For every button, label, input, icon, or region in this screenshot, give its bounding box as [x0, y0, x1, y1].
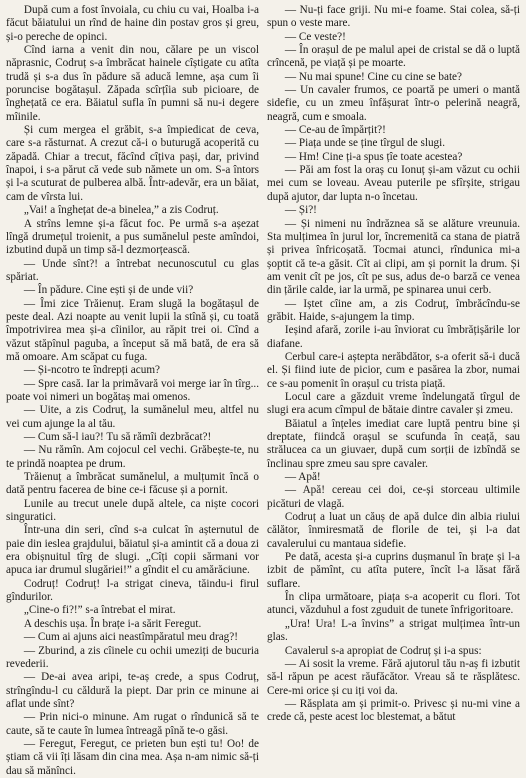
paragraph: — Păi am fost la oraș cu Ionuț și-am văzut cu ochii mei cum se loveau. Aveau puterile pe sfîrșite, strigau după ajutor, dar lupta n-o încetau.: [267, 164, 520, 203]
paragraph: În clipa următoare, piața s-a acoperit cu flori. Tot atunci, văzduhul a fost zguduit de tunete înfrigoritoare.: [267, 591, 520, 617]
paragraph: — Îmi zice Trăienuț. Eram slugă la bogătașul de peste deal. Azi noapte au venit lupii la stînă și, cu toată împotrivirea mea și-a cîinilor, au răpit trei oi. Cînd a văzut stăpînul paguba, a început să mă bată, de era să mă omoare. Am scăpat cu fuga.: [6, 297, 259, 363]
paragraph: Trăienuț a îmbrăcat sumănelul, a mulțumit încă o dată pentru facerea de bine ce-i făcuse și a pornit.: [6, 471, 259, 497]
paragraph: — Unde sînt?! a întrebat necunoscutul cu glas spăriat.: [6, 257, 259, 283]
paragraph: — Un cavaler frumos, ce poartă pe umeri o mantă sidefie, cu un zmeu înfășurat într-o pelerină neagră, neagră, cum e smoala.: [267, 84, 520, 123]
paragraph: — Uite, a zis Codruț, la sumănelul meu, altfel nu vei cum ajunge la al tău.: [6, 404, 259, 430]
paragraph: A deschis ușa. În brațe i-a sărit Feregut.: [23, 617, 202, 630]
paragraph: — Și nimeni nu îndrăznea să se alăture vreunuia. Sta mulțimea în jurul lor, încremenită ca stana de piatră și privea înfricoșată. Tocmai atunci, rîndunica mi-a șoptit că te-a găsit. Cît ai clipi, am și pornit la drum. Și am venit cît pe jos, cît pe sus, adus de-o barză ce venea din țările calde, iar la urmă, pe spinarea unui cerb.: [267, 217, 520, 297]
paragraph: Codruț! Codruț! l-a strigat cineva, tăindu-i firul gîndurilor.: [6, 577, 259, 604]
paragraph: — Și-ncotro te îndrepți acum?: [23, 364, 160, 377]
paragraph: — Apă!: [284, 471, 321, 484]
paragraph: — Răsplata am și primit-o. Privesc și nu-mi vine a crede că, peste acest loc blestemat, a bătut: [267, 697, 520, 724]
paragraph: Codruț a luat un căuș de apă dulce din albia riului călător, înmiresmată de florile de tei, și l-a dat cavalerului cu mantaua sidefie.: [267, 511, 520, 550]
paragraph: — Iștet cîine am, a zis Codruț, îmbrăcîndu-se grăbit. Haide, s-ajungem la timp.: [267, 297, 520, 323]
paragraph: „Ura! Ura! L-a învins” a strigat mulțimea într-un glas.: [267, 617, 520, 644]
paragraph: Băiatul a înțeles imediat care luptă pentru bine și dreptate, fiindcă orașul se scufunda în ceață, sau strălucea ca un giuvaer, după cum sorții de izbîndă se înclinau spre zmeu sau spre cavaler.: [267, 417, 520, 470]
paragraph: Cînd iarna a venit din nou, călare pe un viscol năprasnic, Codruț s-a îmbrăcat hainele cîștigate cu atîta trudă și s-a dus în pădure să aducă lemne, așa cum îi poruncise bogătașul. Zăpada scîrțîia sub picioare, de înghețată ce era. Băiatul sufla în pumni să nu-i degere mîinile.: [6, 44, 259, 123]
paragraph: — Cum ai ajuns aici neastîmpăratul meu drag?!: [23, 631, 238, 644]
paragraph: — Și?!: [284, 204, 317, 217]
paragraph: — De-ai avea aripi, te-aș crede, a spus Codruț, strîngîndu-l cu căldură la piept. Dar prin ce minune ai aflat unde sînt?: [6, 671, 259, 710]
text-column-left: [6, 4, 259, 777]
paragraph: — Ce-au de împărțit?!: [284, 124, 386, 137]
paragraph: — Apă! cereau cei doi, ce-și storceau ultimile picături de vlagă.: [267, 484, 520, 510]
paragraph: — Ai sosit la vreme. Fără ajutorul tău n-aș fi izbutit să-l răpun pe acest răufăcător. Vreau să te răsplătesc. Cere-mi orice și cu iți voi da.: [267, 657, 520, 697]
paragraph: Ieșind afară, zorile i-au înviorat cu îmbrățișările lor diafane.: [267, 324, 520, 350]
paragraph: Și cum mergea el grăbit, s-a împiedicat de ceva, care s-a răsturnat. A crezut că-i o buturugă acoperită cu zăpadă. Chiar a trecut, făcînd cîțiva pași, dar, privind înapoi, i s-a părut că vede sub nămete un om. S-a întors și l-a scuturat de pulberea albă. Într-adevăr, era un băiat, cam de vîrsta lui.: [6, 124, 259, 203]
paragraph: Lunile au trecut unele după altele, ca niște cocori singuratici.: [6, 497, 259, 524]
paragraph: „Cine-o fi?!” s-a întrebat el mirat.: [23, 604, 176, 617]
paragraph: Pe dată, acesta și-a cuprins dușmanul în brațe și l-a izbit de pămînt, cu atîta putere, încît l-a lăsat fără suflare.: [267, 551, 520, 590]
paragraph: — Nu-ți face griji. Nu mi-e foame. Stai colea, să-ți spun o veste mare.: [267, 4, 520, 30]
paragraph: — Ce veste?!: [284, 30, 346, 43]
paragraph: — În pădure. Cine ești și de unde vii?: [23, 284, 194, 297]
paragraph: „Vai! a înghețat de-a binelea,” a zis Codruț.: [23, 204, 219, 217]
paragraph: — În orașul de pe malul apei de cristal se dă o luptă crîncenă, pe viață și pe moarte.: [267, 44, 520, 70]
paragraph: Cavalerul s-a apropiat de Codruț și i-a spus:: [284, 644, 482, 657]
paragraph: — Feregut, Feregut, ce prieten bun ești tu! Oo! de știam că vii îți lăsam din cina mea. Așa n-am nimic să-ți dau să mănînci.: [6, 737, 259, 777]
paragraph: — Cum să-l iau?! Tu să rămîi dezbrăcat?!: [23, 431, 212, 443]
paragraph: Locul care a găzduit vreme îndelungată tîrgul de slugi era acum cîmpul de bătaie dintre cavaler și zmeu.: [267, 390, 520, 417]
paragraph: Într-una din seri, cînd s-a culcat în așternutul de paie din ieslea grajdului, băiatul și-a amintit că a doua zi era obișnuitul tîrg de slugi. „Cîți copii sărmani vor apuca iar drumul slugăriei!” a gîndit el cu amărăciune.: [6, 524, 259, 577]
text-column-right: [267, 4, 520, 724]
paragraph: — Hm! Cine ți-a spus țîe toate acestea?: [284, 150, 463, 163]
paragraph: Cerbul care-i aștepta nerăbdător, s-a oferit să-i ducă el. Și fiind iute de picior, cum e pasărea la zbor, numai ce s-au pomenit în orașul cu trista piață.: [267, 350, 520, 390]
paragraph: — Spre casă. Iar la primăvară voi merge iar în tîrg... poate voi nimeri un bogătaș mai omenos.: [6, 377, 259, 403]
paragraph: A strîns lemne și-a făcut foc. Pe urmă s-a așezat lîngă drumețul troienit, a pus sumănelul peste amîndoi, izbutind după un timp să-l dezmorțească.: [6, 217, 259, 257]
paragraph: — Zburind, a zis cîinele cu ochii umeziți de bucuria revederii.: [6, 644, 259, 670]
paragraph: — Prin nici-o minune. Am rugat o rîndunică să te caute, să te caute în lumea întreagă pînă te-o găsi.: [6, 711, 259, 737]
paragraph: — Nu rămîn. Am cojocul cel vechi. Grăbește-te, nu te prindă noaptea pe drum.: [6, 444, 259, 470]
paragraph: După cum a fost învoiala, cu chiu cu vai, Hoalba i-a făcut băiatului un rînd de haine din postav gros și greu, și-o pereche de opinci.: [6, 4, 259, 43]
paragraph: — Nu mai spune! Cine cu cine se bate?: [284, 70, 462, 83]
paragraph: — Piața unde se ține tîrgul de slugi.: [284, 137, 446, 150]
